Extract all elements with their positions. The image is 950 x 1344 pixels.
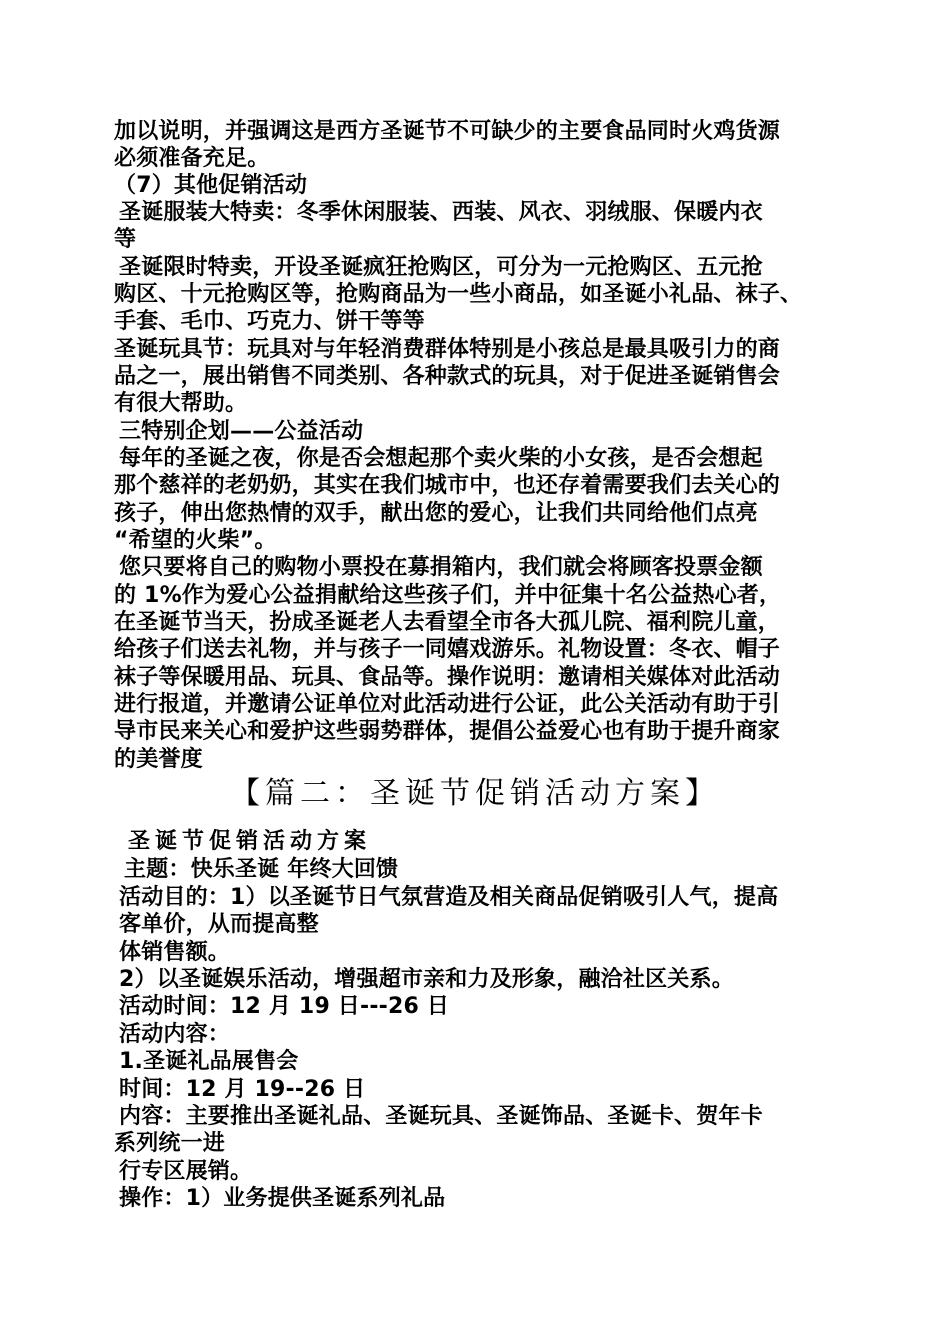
body-line: 圣诞服装大特卖：冬季休闲服装、西装、风衣、羽绒服、保暖内衣: [119, 200, 763, 225]
body-line: 圣诞玩具节：玩具对与年轻消费群体特别是小孩总是最具吸引力的商: [114, 337, 781, 362]
body-line: 给孩子们送去礼物，并与孩子一同嬉戏游乐。礼物设置：冬衣、帽子: [114, 637, 781, 662]
body-line: 有很大帮助。: [114, 391, 248, 416]
body-line: 进行报道，并邀请公证单位对此活动进行公证，此公关活动有助于引: [114, 692, 781, 717]
plan-line: 体销售额。: [119, 940, 231, 965]
body-line: 的 1%作为爱心公益捐献给这些孩子们，并中征集十名公益热心者，: [114, 583, 782, 608]
plan-title: 圣诞节促销活动方案: [128, 829, 372, 854]
body-line: 袜子等保暖用品、玩具、食品等。操作说明：邀请相关媒体对此活动: [114, 665, 781, 690]
plan-line: 行专区展销。: [119, 1159, 253, 1184]
body-line: 购区、十元抢购区等，抢购商品为一些小商品，如圣诞小礼品、袜子、: [114, 282, 803, 307]
body-line: 在圣诞节当天，扮成圣诞老人去看望全市各大孤儿院、福利院儿童，: [114, 610, 781, 635]
body-line: 手套、毛巾、巧克力、饼干等等: [114, 309, 425, 334]
body-line: 的美誉度: [114, 747, 203, 772]
plan-line: 活动时间：12 月 19 日---26 日: [119, 994, 450, 1019]
body-line: “希望的火柴”。: [114, 528, 277, 553]
plan-line: 1.圣诞礼品展售会: [119, 1049, 299, 1074]
plan-line: 系列统一进: [114, 1131, 226, 1156]
plan-line: 客单价，从而提高整: [119, 912, 319, 937]
section-heading: 【篇二：圣诞节促销活动方案】: [230, 776, 720, 811]
subsection-title: （7）其他促销活动: [114, 173, 308, 198]
body-line: 每年的圣诞之夜，你是否会想起那个卖火柴的小女孩，是否会想起: [119, 446, 763, 471]
plan-line: 活动内容：: [119, 1022, 231, 1047]
body-line: 品之一，展出销售不同类别、各种款式的玩具，对于促进圣诞销售会: [114, 364, 781, 389]
plan-line: 时间：12 月 19--26 日: [119, 1077, 366, 1102]
body-line: 那个慈祥的老奶奶，其实在我们城市中，也还存着需要我们去关心的: [114, 473, 781, 498]
body-line: 圣诞限时特卖，开设圣诞疯狂抢购区，可分为一元抢购区、五元抢: [119, 255, 763, 280]
body-line: 加以说明，并强调这是西方圣诞节不可缺少的主要食品同时火鸡货源: [114, 119, 781, 144]
plan-line: 活动目的：1）以圣诞节日气氛营造及相关商品促销吸引人气，提高: [119, 885, 779, 910]
plan-line: 内容：主要推出圣诞礼品、圣诞玩具、圣诞饰品、圣诞卡、贺年卡: [119, 1104, 763, 1129]
body-line: 等: [114, 227, 137, 252]
subsection-title: 三特别企划——公益活动: [119, 419, 364, 444]
body-line: 孩子，伸出您热情的双手，献出您的爱心，让我们共同给他们点亮: [114, 501, 758, 526]
plan-line: 2）以圣诞娱乐活动，增强超市亲和力及形象，融洽社区关系。: [119, 967, 734, 992]
plan-line: 主题：快乐圣诞 年终大回馈: [124, 857, 399, 882]
body-line: 导市民来关心和爱护这些弱势群体，提倡公益爱心也有助于提升商家: [114, 719, 781, 744]
plan-line: 操作：1）业务提供圣诞系列礼品: [119, 1186, 446, 1211]
body-line: 您只要将自己的购物小票投在募捐箱内，我们就会将顾客投票金额: [119, 555, 763, 580]
body-line: 必须准备充足。: [114, 146, 270, 171]
